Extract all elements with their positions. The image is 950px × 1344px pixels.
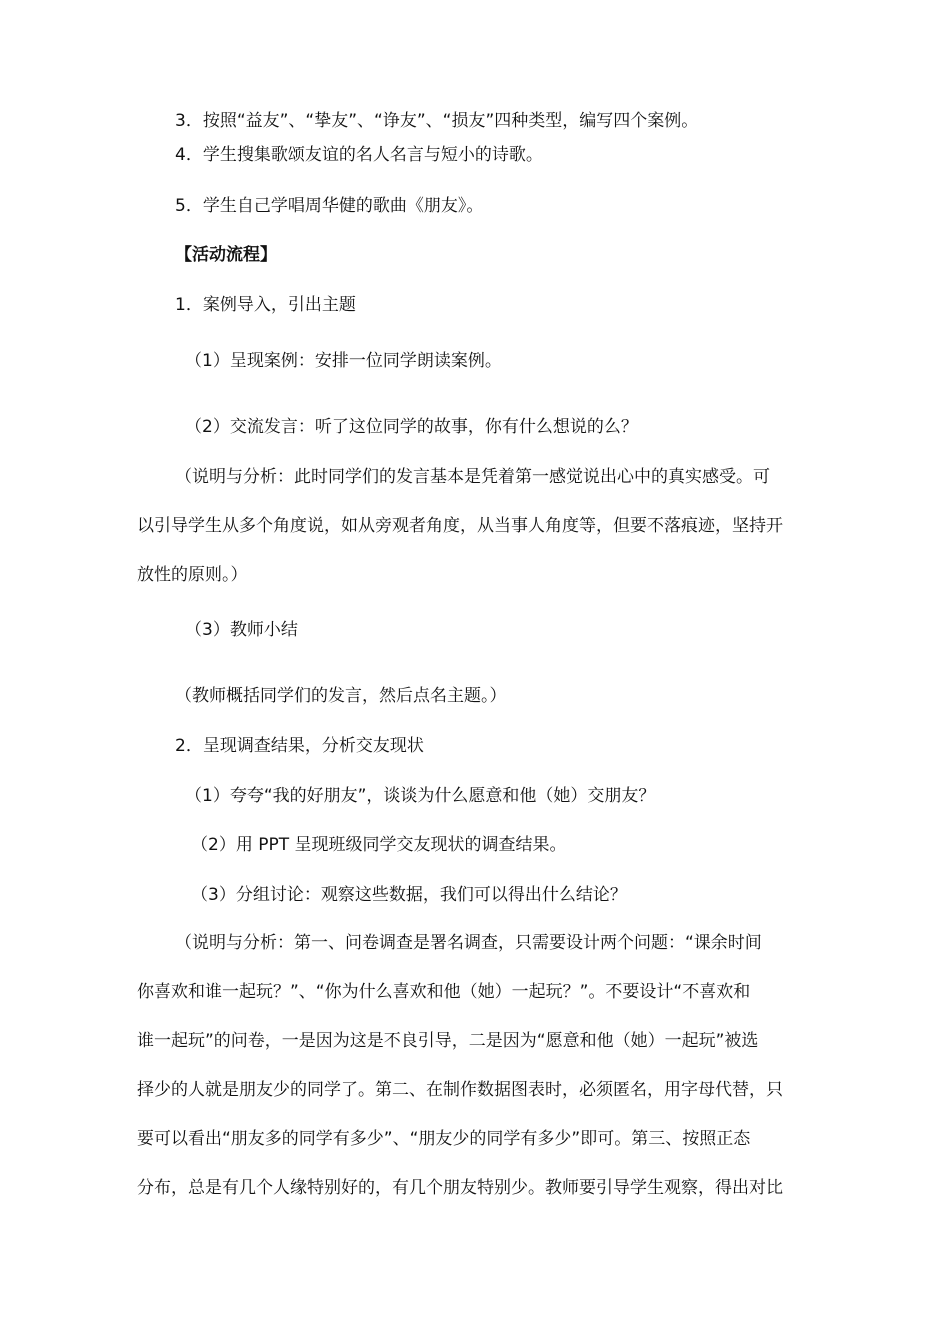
step1-sub3-note: （教师概括同学们的发言，然后点名主题。） [175,686,507,706]
step1-note-line-3: 放性的原则。） [137,565,248,585]
step2-note-line: 分布，总是有几个人缘特别好的，有几个朋友特别少。教师要引导学生观察，得出对比 [137,1178,783,1198]
step2-note-line: 你喜欢和谁一起玩？”、“你为什么喜欢和他（她）一起玩？”。不要设计“不喜欢和 [137,982,751,1002]
step2-sub3: （3）分组讨论：观察这些数据，我们可以得出什么结论？ [191,885,627,905]
step1-sub2: （2）交流发言：听了这位同学的故事，你有什么想说的么？ [185,417,638,437]
step1-sub3: （3）教师小结 [185,620,298,640]
step2-sub1: （1）夸夸“我的好朋友”，谈谈为什么愿意和他（她）交朋友？ [185,786,656,806]
step2-note-line: （说明与分析：第一、问卷调查是署名调查，只需要设计两个问题：“课余时间 [175,933,762,953]
step1-note-line-2: 以引导学生从多个角度说，如从旁观者角度，从当事人角度等，但要不落痕迹，坚持开 [137,516,783,536]
step1-sub1: （1）呈现案例：安排一位同学朗读案例。 [185,351,502,371]
prep-item-4: 4．学生搜集歌颂友谊的名人名言与短小的诗歌。 [175,145,543,165]
prep-item-5: 5．学生自己学唱周华健的歌曲《朋友》。 [175,196,484,216]
step2-note-line: 谁一起玩”的问卷，一是因为这是不良引导，二是因为“愿意和他（她）一起玩”被选 [137,1031,759,1051]
step1-note-line-1: （说明与分析：此时同学们的发言基本是凭着第一感觉说出心中的真实感受。可 [175,467,770,487]
step2-note-line: 要可以看出“朋友多的同学有多少”、“朋友少的同学有多少”即可。第三、按照正态 [137,1129,751,1149]
step2-title: 2．呈现调查结果，分析交友现状 [175,736,424,756]
prep-item-3: 3．按照“益友”、“挚友”、“诤友”、“损友”四种类型，编写四个案例。 [175,111,699,131]
section-heading-flow: 【活动流程】 [175,245,277,265]
step2-sub2: （2）用 PPT 呈现班级同学交友现状的调查结果。 [191,835,567,855]
step2-note-line: 择少的人就是朋友少的同学了。第二、在制作数据图表时，必须匿名，用字母代替，只 [137,1080,783,1100]
step1-title: 1．案例导入，引出主题 [175,295,356,315]
